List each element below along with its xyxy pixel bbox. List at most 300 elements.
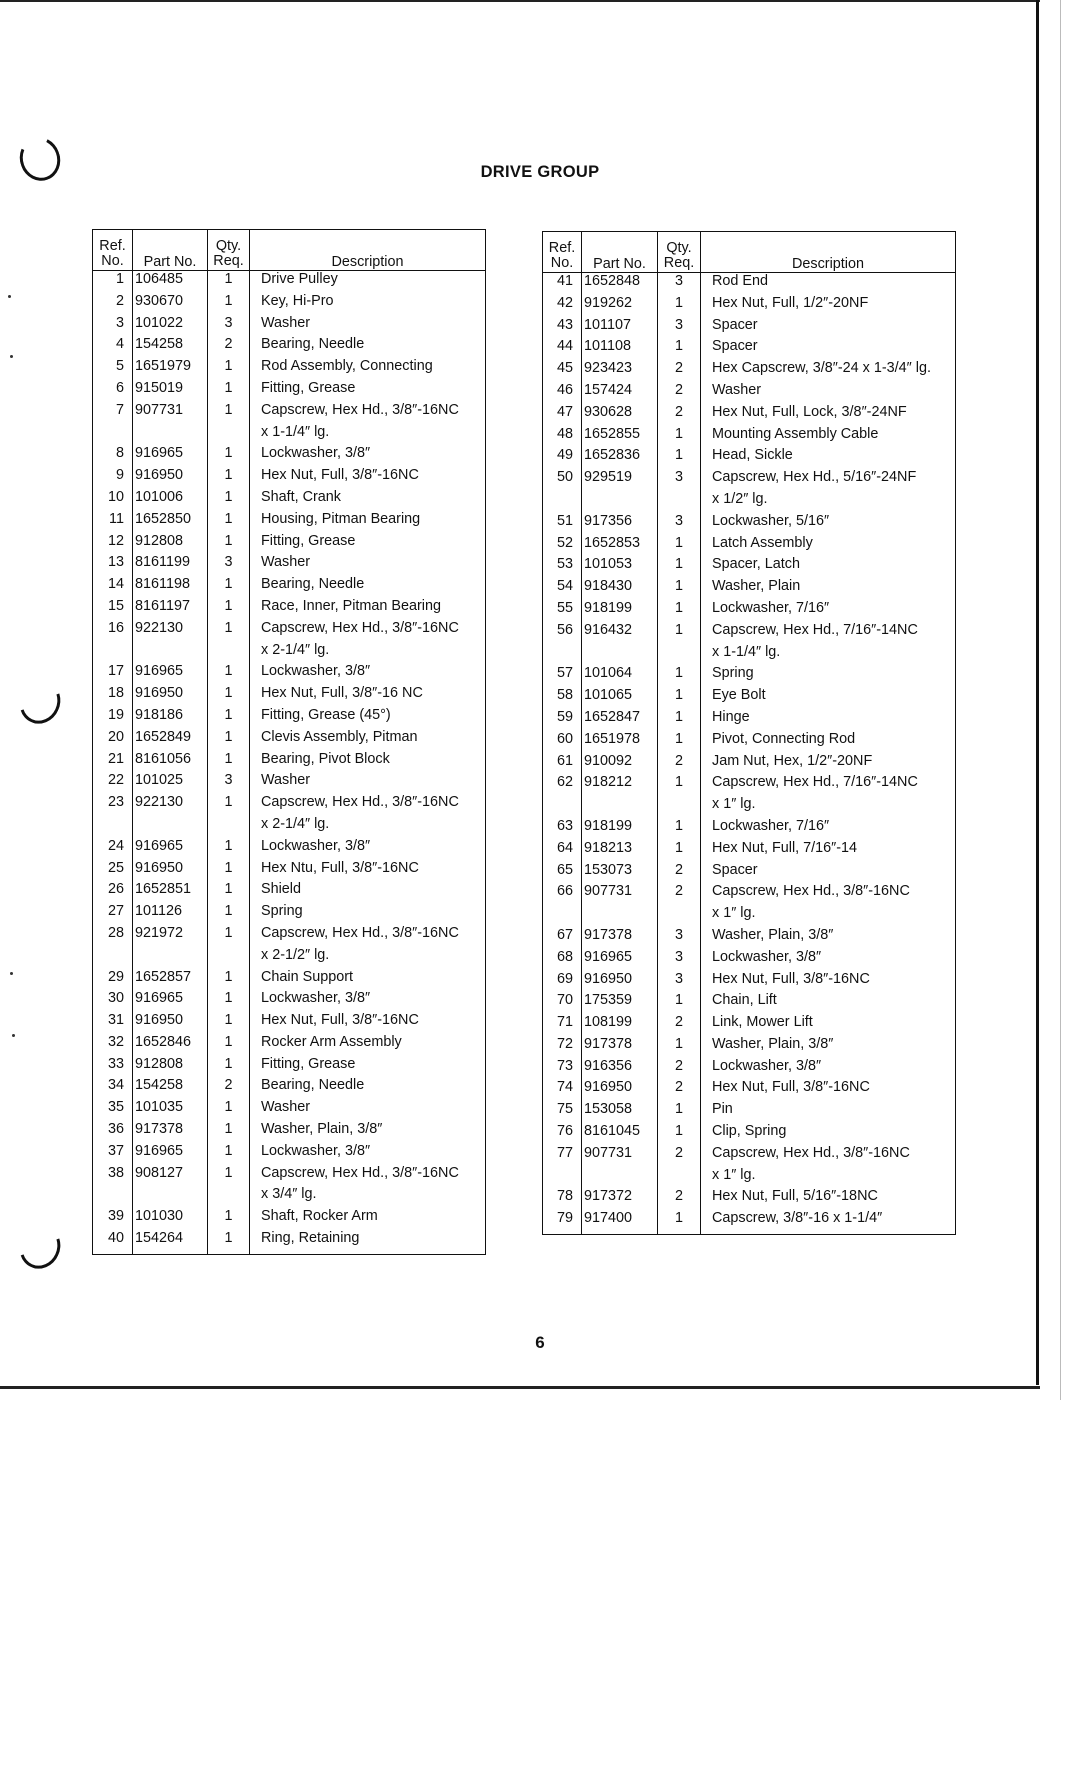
ref-no-cell: [543, 644, 582, 666]
part-no-cell: 108199: [582, 1014, 658, 1036]
table-row: [93, 598, 486, 620]
qty-cell: 1: [208, 620, 250, 642]
table-row: [93, 1208, 486, 1230]
qty-cell: 2: [658, 1079, 701, 1101]
ref-no-cell: 40: [107, 1230, 124, 1247]
ref-no-cell: [93, 1186, 133, 1208]
part-no-cell: 101126: [133, 903, 208, 925]
ref-no-cell: [93, 642, 133, 664]
table-row: [93, 663, 486, 685]
qty-cell: 2: [658, 1188, 701, 1210]
ref-no-cell: 14: [107, 576, 124, 593]
table-row: [93, 1121, 486, 1143]
description-cell: Hex Nut, Full, 3/8″-16NC: [701, 971, 956, 993]
part-no-cell: 921972: [133, 925, 208, 947]
table-row: [543, 883, 956, 905]
qty-cell: [658, 491, 701, 513]
qty-cell: 1: [658, 665, 701, 687]
qty-cell: 1: [208, 271, 250, 293]
table-row: [543, 404, 956, 426]
table-row: [93, 554, 486, 576]
description-cell: Shaft, Rocker Arm: [250, 1208, 486, 1230]
part-no-cell: 916950: [133, 860, 208, 882]
description-cell: Lockwasher, 3/8″: [250, 445, 486, 467]
part-no-cell: 916950: [133, 1012, 208, 1034]
qty-cell: 1: [208, 925, 250, 947]
part-no-cell: [133, 947, 208, 969]
qty-cell: [208, 424, 250, 446]
table-row: [93, 729, 486, 751]
table-row: [93, 794, 486, 816]
part-no-cell: 907731: [133, 402, 208, 424]
part-no-cell: 101107: [582, 317, 658, 339]
part-no-cell: 101025: [133, 772, 208, 794]
parts-table-left-body: [93, 271, 486, 1255]
description-cell: Chain Support: [250, 969, 486, 991]
qty-cell: 2: [658, 753, 701, 775]
description-cell: Bearing, Needle: [250, 336, 486, 358]
description-cell: Pivot, Connecting Rod: [701, 731, 956, 753]
description-cell: Clip, Spring: [701, 1123, 956, 1145]
ref-no-cell: 38: [107, 1164, 124, 1181]
ref-no-cell: 18: [107, 685, 124, 702]
part-no-cell: 106485: [133, 271, 208, 293]
ref-no-cell: [543, 491, 582, 513]
part-no-cell: 917372: [582, 1188, 658, 1210]
qty-cell: 1: [658, 556, 701, 578]
part-no-cell: 917378: [582, 927, 658, 949]
qty-cell: 1: [658, 840, 701, 862]
ref-no-cell: 39: [107, 1208, 124, 1225]
part-no-cell: 153058: [582, 1101, 658, 1123]
description-cell: Capscrew, Hex Hd., 3/8″-16NC: [250, 620, 486, 642]
part-no-cell: 154264: [133, 1230, 208, 1254]
table-header-row: [93, 230, 486, 271]
table-row: [93, 1034, 486, 1056]
qty-cell: 1: [208, 533, 250, 555]
description-cell: Capscrew, Hex Hd., 7/16″-14NC: [701, 774, 956, 796]
header-ref-no: [543, 232, 582, 273]
header-ref-line1: Ref.: [99, 237, 126, 254]
scan-speck: [12, 1034, 15, 1037]
qty-cell: 1: [208, 1208, 250, 1230]
part-no-cell: 157424: [582, 382, 658, 404]
part-no-cell: 918212: [582, 774, 658, 796]
qty-cell: [208, 947, 250, 969]
ref-no-cell: 3: [115, 314, 124, 331]
ref-no-cell: 15: [107, 597, 124, 614]
ref-no-cell: 64: [556, 839, 573, 856]
qty-cell: 1: [208, 598, 250, 620]
part-no-cell: 917356: [582, 513, 658, 535]
qty-cell: 2: [208, 1077, 250, 1099]
table-row: [543, 1145, 956, 1167]
part-no-cell: 1652849: [133, 729, 208, 751]
ref-no-cell: 78: [556, 1188, 573, 1205]
part-no-cell: 101064: [582, 665, 658, 687]
qty-cell: 1: [658, 992, 701, 1014]
qty-cell: 2: [658, 862, 701, 884]
table-row: [93, 467, 486, 489]
ref-no-cell: 31: [107, 1012, 124, 1029]
qty-cell: 1: [208, 576, 250, 598]
ref-no-cell: 27: [107, 903, 124, 920]
ref-no-cell: 74: [556, 1079, 573, 1096]
description-cell: Bearing, Pivot Block: [250, 751, 486, 773]
part-no-cell: 912808: [133, 1056, 208, 1078]
header-qty-line1: Qty.: [215, 237, 242, 254]
table-row: [543, 1188, 956, 1210]
header-description: Description: [250, 230, 486, 271]
qty-cell: 1: [658, 1123, 701, 1145]
header-ref-line2: No.: [550, 254, 574, 271]
part-no-cell: 907731: [582, 1145, 658, 1167]
table-row: [543, 578, 956, 600]
part-no-cell: 918199: [582, 600, 658, 622]
table-row: [543, 426, 956, 448]
description-cell: Capscrew, Hex Hd., 5/16″-24NF: [701, 469, 956, 491]
table-row: [543, 317, 956, 339]
qty-cell: 1: [208, 838, 250, 860]
description-cell: Ring, Retaining: [250, 1230, 486, 1254]
table-row: [543, 622, 956, 644]
description-cell: Rocker Arm Assembly: [250, 1034, 486, 1056]
qty-cell: 1: [208, 729, 250, 751]
part-no-cell: 929519: [582, 469, 658, 491]
table-row: [543, 1123, 956, 1145]
ref-no-cell: 5: [115, 358, 124, 375]
qty-cell: 1: [208, 751, 250, 773]
table-row: [543, 992, 956, 1014]
ref-no-cell: 49: [556, 447, 573, 464]
description-cell: Lockwasher, 7/16″: [701, 600, 956, 622]
description-cell: x 2-1/4″ lg.: [250, 816, 486, 838]
description-cell: Housing, Pitman Bearing: [250, 511, 486, 533]
table-row: [93, 969, 486, 991]
table-row: [93, 336, 486, 358]
part-no-cell: 175359: [582, 992, 658, 1014]
description-cell: Hex Nut, Full, 5/16″-18NC: [701, 1188, 956, 1210]
description-cell: Lockwasher, 3/8″: [250, 838, 486, 860]
qty-cell: 2: [658, 1145, 701, 1167]
description-cell: Spacer: [701, 338, 956, 360]
header-qty-line2: Req.: [663, 254, 695, 271]
ref-no-cell: 34: [107, 1077, 124, 1094]
ref-no-cell: [543, 1167, 582, 1189]
header-qty-req: [658, 232, 701, 273]
table-row-continuation: [93, 1186, 486, 1208]
description-cell: Washer, Plain, 3/8″: [701, 1036, 956, 1058]
part-no-cell: 8161056: [133, 751, 208, 773]
table-row: [543, 556, 956, 578]
table-row: [93, 707, 486, 729]
part-no-cell: 8161198: [133, 576, 208, 598]
table-row: [543, 469, 956, 491]
part-no-cell: 917378: [133, 1121, 208, 1143]
ref-no-cell: 32: [107, 1033, 124, 1050]
table-row: [543, 1036, 956, 1058]
page-number: 6: [535, 1333, 545, 1352]
qty-cell: 3: [208, 554, 250, 576]
table-row: [93, 1077, 486, 1099]
description-cell: Lockwasher, 3/8″: [250, 990, 486, 1012]
ref-no-cell: 55: [556, 599, 573, 616]
ref-no-cell: 33: [107, 1055, 124, 1072]
qty-cell: 1: [208, 707, 250, 729]
part-no-cell: [133, 816, 208, 838]
description-cell: Spring: [701, 665, 956, 687]
table-row: [543, 774, 956, 796]
qty-cell: 1: [658, 535, 701, 557]
page-bottom-edge: [0, 1386, 1040, 1389]
binder-hole-icon: [13, 674, 68, 731]
description-cell: x 2-1/4″ lg.: [250, 642, 486, 664]
table-row: [93, 772, 486, 794]
description-cell: Rod End: [701, 273, 956, 295]
qty-cell: 2: [658, 1014, 701, 1036]
table-row: [543, 971, 956, 993]
qty-cell: 1: [658, 687, 701, 709]
part-no-cell: [582, 1167, 658, 1189]
qty-cell: 2: [658, 404, 701, 426]
table-row: [543, 1210, 956, 1234]
table-row: [93, 271, 486, 293]
qty-cell: 1: [208, 380, 250, 402]
table-row: [93, 358, 486, 380]
table-row: [93, 881, 486, 903]
description-cell: Shield: [250, 881, 486, 903]
description-cell: Washer: [250, 315, 486, 337]
ref-no-cell: 68: [556, 948, 573, 965]
description-cell: Capscrew, 3/8″-16 x 1-1/4″: [701, 1210, 956, 1234]
table-row: [543, 360, 956, 382]
qty-cell: 1: [658, 622, 701, 644]
description-cell: Jam Nut, Hex, 1/2″-20NF: [701, 753, 956, 775]
part-no-cell: 1651979: [133, 358, 208, 380]
description-cell: Link, Mower Lift: [701, 1014, 956, 1036]
description-cell: x 1″ lg.: [701, 1167, 956, 1189]
description-cell: x 1″ lg.: [701, 905, 956, 927]
table-row: [93, 903, 486, 925]
qty-cell: 1: [208, 1165, 250, 1187]
ref-no-cell: 56: [556, 621, 573, 638]
qty-cell: 1: [208, 1121, 250, 1143]
part-no-cell: 923423: [582, 360, 658, 382]
qty-cell: 1: [658, 578, 701, 600]
description-cell: Spacer: [701, 317, 956, 339]
qty-cell: 2: [208, 336, 250, 358]
qty-cell: 1: [658, 731, 701, 753]
ref-no-cell: 1: [115, 271, 124, 287]
qty-cell: 1: [208, 685, 250, 707]
table-row: [543, 295, 956, 317]
part-no-cell: 1652848: [582, 273, 658, 295]
ref-no-cell: 48: [556, 425, 573, 442]
description-cell: x 2-1/2″ lg.: [250, 947, 486, 969]
part-no-cell: 916950: [582, 1079, 658, 1101]
ref-no-cell: 53: [556, 556, 573, 573]
part-no-cell: 922130: [133, 794, 208, 816]
ref-no-cell: 30: [107, 990, 124, 1007]
ref-no-cell: 29: [107, 968, 124, 985]
table-row: [93, 315, 486, 337]
description-cell: Head, Sickle: [701, 447, 956, 469]
description-cell: Mounting Assembly Cable: [701, 426, 956, 448]
header-qty-line2: Req.: [213, 252, 244, 269]
qty-cell: 1: [658, 295, 701, 317]
qty-cell: 1: [658, 426, 701, 448]
qty-cell: 1: [208, 1056, 250, 1078]
part-no-cell: 8161197: [133, 598, 208, 620]
qty-cell: 1: [208, 1230, 250, 1254]
ref-no-cell: 45: [556, 360, 573, 377]
table-row: [93, 1012, 486, 1034]
description-cell: Spacer: [701, 862, 956, 884]
part-no-cell: 101035: [133, 1099, 208, 1121]
ref-no-cell: 77: [556, 1144, 573, 1161]
qty-cell: 1: [208, 489, 250, 511]
qty-cell: 1: [208, 794, 250, 816]
table-row: [93, 990, 486, 1012]
binder-hole-icon: [13, 1219, 68, 1276]
ref-no-cell: 66: [556, 883, 573, 900]
part-no-cell: 916950: [582, 971, 658, 993]
description-cell: Washer, Plain, 3/8″: [250, 1121, 486, 1143]
part-no-cell: 8161045: [582, 1123, 658, 1145]
table-row: [543, 709, 956, 731]
qty-cell: 1: [208, 881, 250, 903]
table-row: [93, 838, 486, 860]
qty-cell: [658, 905, 701, 927]
table-row: [93, 293, 486, 315]
qty-cell: 1: [208, 402, 250, 424]
ref-no-cell: 65: [556, 861, 573, 878]
description-cell: Rod Assembly, Connecting: [250, 358, 486, 380]
table-row: [93, 380, 486, 402]
table-row: [543, 338, 956, 360]
qty-cell: 1: [208, 860, 250, 882]
part-no-cell: 1652853: [582, 535, 658, 557]
part-no-cell: 918186: [133, 707, 208, 729]
part-no-cell: 908127: [133, 1165, 208, 1187]
ref-no-cell: 52: [556, 534, 573, 551]
page-top-edge: [0, 0, 1040, 2]
table-row: [93, 445, 486, 467]
ref-no-cell: 10: [107, 488, 124, 505]
part-no-cell: [133, 1186, 208, 1208]
ref-no-cell: 61: [556, 752, 573, 769]
description-cell: x 1-1/4″ lg.: [701, 644, 956, 666]
qty-cell: 1: [658, 600, 701, 622]
ref-no-cell: 79: [556, 1210, 573, 1227]
ref-no-cell: 2: [115, 292, 124, 309]
part-no-cell: [133, 424, 208, 446]
header-ref-no: [93, 230, 133, 271]
ref-no-cell: 46: [556, 381, 573, 398]
scan-edge-line: [1060, 0, 1061, 1400]
description-cell: Hex Nut, Full, Lock, 3/8″-24NF: [701, 404, 956, 426]
description-cell: Hinge: [701, 709, 956, 731]
qty-cell: 1: [208, 467, 250, 489]
ref-no-cell: [543, 905, 582, 927]
part-no-cell: 916356: [582, 1058, 658, 1080]
ref-no-cell: 47: [556, 403, 573, 420]
table-row: [93, 511, 486, 533]
table-row-continuation: [543, 644, 956, 666]
qty-cell: [208, 1186, 250, 1208]
ref-no-cell: 35: [107, 1099, 124, 1116]
part-no-cell: 101030: [133, 1208, 208, 1230]
ref-no-cell: 20: [107, 728, 124, 745]
table-row: [93, 860, 486, 882]
header-qty-req: [208, 230, 250, 271]
qty-cell: 2: [658, 883, 701, 905]
qty-cell: 1: [658, 709, 701, 731]
header-qty-line1: Qty.: [666, 239, 692, 256]
ref-no-cell: [543, 796, 582, 818]
page-right-edge: [1036, 0, 1039, 1385]
part-no-cell: 916965: [582, 949, 658, 971]
description-cell: Eye Bolt: [701, 687, 956, 709]
description-cell: Key, Hi-Pro: [250, 293, 486, 315]
table-row: [543, 1079, 956, 1101]
table-row-continuation: [93, 642, 486, 664]
description-cell: Drive Pulley: [250, 271, 486, 293]
part-no-cell: 916965: [133, 838, 208, 860]
part-no-cell: 916950: [133, 467, 208, 489]
part-no-cell: 917378: [582, 1036, 658, 1058]
qty-cell: 1: [658, 447, 701, 469]
ref-no-cell: [93, 947, 133, 969]
table-row: [93, 576, 486, 598]
table-row-continuation: [543, 1167, 956, 1189]
qty-cell: 1: [208, 1012, 250, 1034]
part-no-cell: 101022: [133, 315, 208, 337]
ref-no-cell: 21: [107, 750, 124, 767]
description-cell: Washer, Plain, 3/8″: [701, 927, 956, 949]
table-row: [543, 665, 956, 687]
page-title: DRIVE GROUP: [480, 163, 600, 181]
ref-no-cell: 73: [556, 1057, 573, 1074]
description-cell: Hex Capscrew, 3/8″-24 x 1-3/4″ lg.: [701, 360, 956, 382]
description-cell: Hex Nut, Full, 3/8″-16NC: [250, 1012, 486, 1034]
description-cell: Capscrew, Hex Hd., 3/8″-16NC: [250, 925, 486, 947]
ref-no-cell: 67: [556, 926, 573, 943]
qty-cell: 1: [208, 293, 250, 315]
ref-no-cell: 19: [107, 706, 124, 723]
qty-cell: 1: [658, 338, 701, 360]
description-cell: Fitting, Grease: [250, 1056, 486, 1078]
part-no-cell: 1652850: [133, 511, 208, 533]
part-no-cell: 1652836: [582, 447, 658, 469]
description-cell: Washer: [250, 1099, 486, 1121]
qty-cell: 1: [208, 358, 250, 380]
qty-cell: 1: [658, 774, 701, 796]
ref-no-cell: 25: [107, 859, 124, 876]
qty-cell: 1: [208, 969, 250, 991]
part-no-cell: 916965: [133, 1143, 208, 1165]
qty-cell: 1: [658, 1210, 701, 1234]
qty-cell: 3: [658, 469, 701, 491]
table-row: [543, 949, 956, 971]
table-row: [543, 927, 956, 949]
table-row: [543, 513, 956, 535]
description-cell: Washer: [701, 382, 956, 404]
ref-no-cell: 17: [107, 663, 124, 680]
qty-cell: 1: [208, 990, 250, 1012]
description-cell: Lockwasher, 3/8″: [250, 663, 486, 685]
scan-speck: [8, 295, 11, 298]
